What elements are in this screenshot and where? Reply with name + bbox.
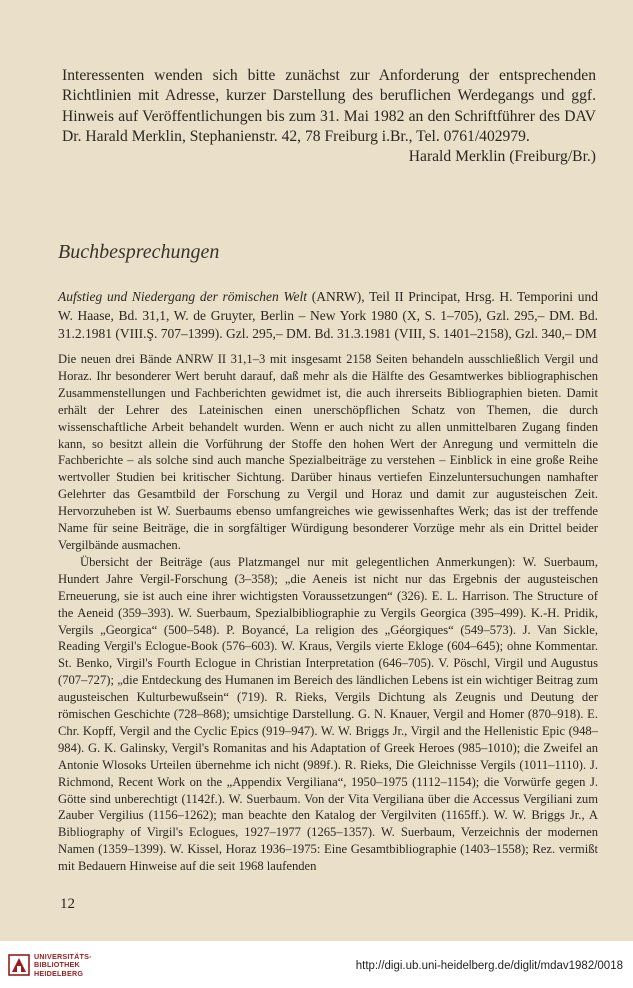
footer-bar (0, 941, 633, 988)
intro-block (62, 66, 596, 167)
review-paragraph-1: Die neuen drei Bände ANRW II 31,1–3 mit insgesamt 2158 Seiten behandeln ausschließlich Vergil und Horaz. Ihr besonderer Wert beruht darauf, daß mehr als die Hälfte des Gesamtwerkes bibliographischen Zusammenstellungen und Fachberichten gewidmet ist, die auch ihrerseits Bibliographien bieten. Damit erhält der Lehrer des Lateinischen einen unerschöpflichen Schatz von Themen, die durch wissenschaftliche Arbeit behandelt wurden. Wenn er auch nicht zu allen unmittelbaren Zugang finden kann, so besitzt allein die Vorführung der Stoffe den hohen Wert der Anregung und vermitteln die Fachberichte – als solche sind auch manche Spezialbeiträge zu verstehen – Einblick in eine große Reihe wertvoller Studien bei kritischer Sichtung. Darüber hinaus vertiefen Einzeluntersuchungen namhafter Gelehrter das Gesamtbild der Forschung zu Vergil und Horaz und damit zur augusteischen Zeit. Hervorzuheben ist W. Suerbaums ebenso umfangreiches wie gewissenhaftes Werk; das ist der treffende Name für seine Beiträge, die in sorgfältiger Würdigung besonderer Vorzüge mehr als ein Drittel beider Vergilbände ausmachen. (58, 352, 598, 552)
intro-paragraph: Interessenten wenden sich bitte zunächst zur Anforderung der entsprechenden Richtlinien mit Adresse, kurzer Darstellung des beruflichen Werdegangs und ggf. Hinweis auf Veröffentlichungen bis zum 31. Mai 1982 an den Schriftführer des DAV Dr. Harald Merklin, Stephanienstr. 42, 78 Freiburg i.Br., Tel. 0761/402979. (62, 67, 596, 145)
logo-line-2: BIBLIOTHEK (34, 960, 80, 970)
library-logo-text (34, 953, 92, 978)
intro-signature: Harald Merklin (Freiburg/Br.) (408, 148, 596, 166)
book-details: (ANRW), Teil II Principat, Hrsg. H. Temporini und W. Haase, Bd. 31,1, W. de Gruyter, Berlin – New York 1980 (X, S. 1–705), Gzl. 295,– DM. Bd. 31.2.1981 (VIII.Ş. 707–1399). Gzl. 295,– DM. Bd. 31.3.1981 (VIII, S. 1401–2158), Gzl. 340,– DM (58, 289, 599, 342)
logo-line-1: UNIVERSITÄTS- (34, 952, 92, 961)
book-reference (58, 288, 598, 344)
library-logo-icon (8, 953, 30, 977)
section-heading: Buchbesprechungen (58, 241, 220, 263)
review-paragraph-2: Übersicht der Beiträge (aus Platzmangel nur mit gelegentlichen Anmerkungen): W. Suerbaum, Hundert Jahre Vergil-Forschung (3–358); „die Aeneis ist nicht nur das Ergebnis der augusteischen Erneuerung, sie ist auch eine ihrer wichtigsten Voraussetzungen“ (326). E. L. Harrison. The Structure of the Aeneid (359–393). W. Suerbaum, Spezialbibliographie zu Vergils Georgica (395–499). K.-H. Pridik, Vergils „Georgica“ (500–548). P. Boyancé, La religion des „Géorgiques“ (549–573). J. Van Sickle, Reading Vergil's Eclogue-Book (576–603). W. Kraus, Vergils vierte Ekloge (604–645); ohne Kommentar. St. Benko, Virgil's Fourth Eclogue in Christian Interpretation (646–705). V. Pöschl, Virgil und Augustus (707–727); „die Entdeckung des Humanen im Bereich des ländlichen Lebens ist ein wichtiger Beitrag zum augusteischen Kulturbewußsein“ (719). R. Rieks, Vergils Dichtung als Zeugnis und Deutung der römischen Geschichte (728–868); umsichtige Darstellung. G. N. Knauer, Vergil and Homer (870–918). E. Chr. Kopff, Vergil and the Cyclic Epics (919–947). W. W. Briggs Jr., Virgil and the Hellenistic Epic (948–984). G. K. Galinsky, Vergil's Romanitas and his Adaptation of Greek Heroes (985–1010); die Zweifel an Antonie Wlosoks Urteilen übernehme ich nicht (989f.). R. Rieks, Die Gleichnisse Vergils (1011–1110). J. Richmond, Recent Work on the „Appendix Vergiliana“, 1950–1975 (1112–1154); die Vorwürfe gegen J. Götte sind unberechtigt (1142f.). W. Suerbaum. Von der Vita Vergiliana über die Accessus Vergiliani zum Zauber Vergilius (1156–1262); man beachte den Katalog der Vergilviten (1165ff.). W. W. Briggs Jr., A Bibliography of Virgil's Eclogues, 1927–1977 (1265–1357). W. Suerbaum, Verzeichnis der modernen Namen (1359–1399). W. Kissel, Horaz 1936–1975: Eine Gesamtbibliographie (1403–1558); Rez. vermißt mit Bedauern Hinweise auf die seit 1968 laufenden (58, 554, 598, 874)
book-title: Aufstieg und Niedergang der römischen Welt (58, 289, 308, 304)
review-body (58, 351, 598, 875)
logo-line-3: HEIDELBERG (34, 968, 84, 978)
page-number: 12 (60, 896, 75, 912)
source-url[interactable]: http://digi.ub.uni-heidelberg.de/diglit/mdav1982/0018 (355, 960, 623, 972)
